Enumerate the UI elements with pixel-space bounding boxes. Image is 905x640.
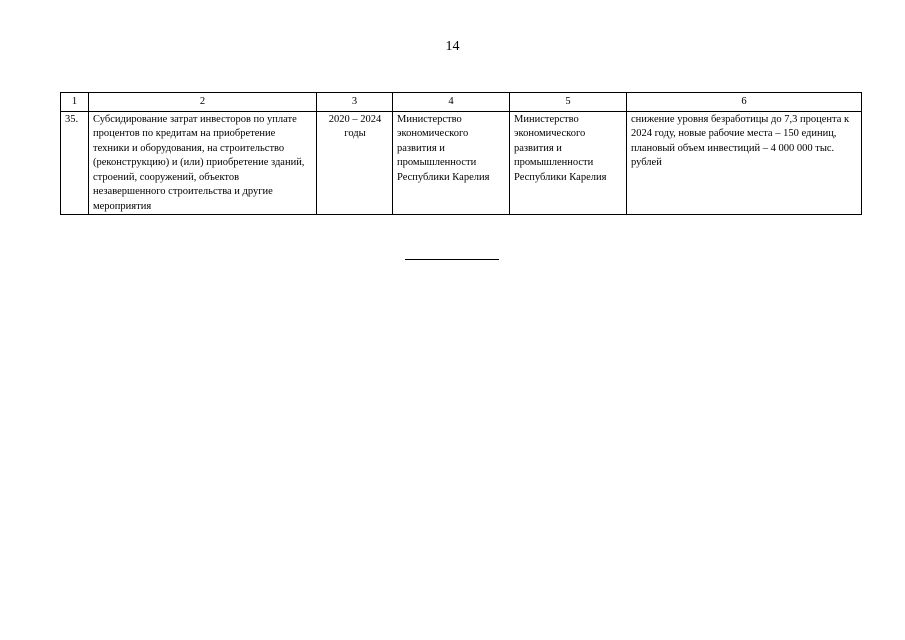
table-row <box>61 111 862 215</box>
header-cell-3: 3 <box>317 93 393 112</box>
header-cell-6: 6 <box>627 93 862 112</box>
activity-cell: Субсидирование затрат инвесторов по уплате процентов по кредитам на приобретение техники и оборудования, на строительство (реконструкцию) и (или) приобретение зданий, строений, сооружений, объектов незавершенного строительства и другие мероприятия <box>89 111 317 215</box>
end-of-document-line <box>405 259 499 260</box>
period-cell: 2020 – 2024 годы <box>317 111 393 215</box>
responsible-cell: Министерство экономического развития и промышленности Республики Карелия <box>393 111 510 215</box>
coexecutor-cell: Министерство экономического развития и промышленности Республики Карелия <box>510 111 627 215</box>
measures-table <box>60 92 862 215</box>
row-number-cell: 35. <box>61 111 89 215</box>
header-cell-2: 2 <box>89 93 317 112</box>
header-cell-5: 5 <box>510 93 627 112</box>
header-cell-1: 1 <box>61 93 89 112</box>
result-cell: снижение уровня безработицы до 7,3 процента к 2024 году, новые рабочие места – 150 единиц, плановый объем инвестиций – 4 000 000 тыс. рублей <box>627 111 862 215</box>
page-number: 14 <box>445 39 460 54</box>
header-cell-4: 4 <box>393 93 510 112</box>
table-header-row <box>61 93 862 112</box>
